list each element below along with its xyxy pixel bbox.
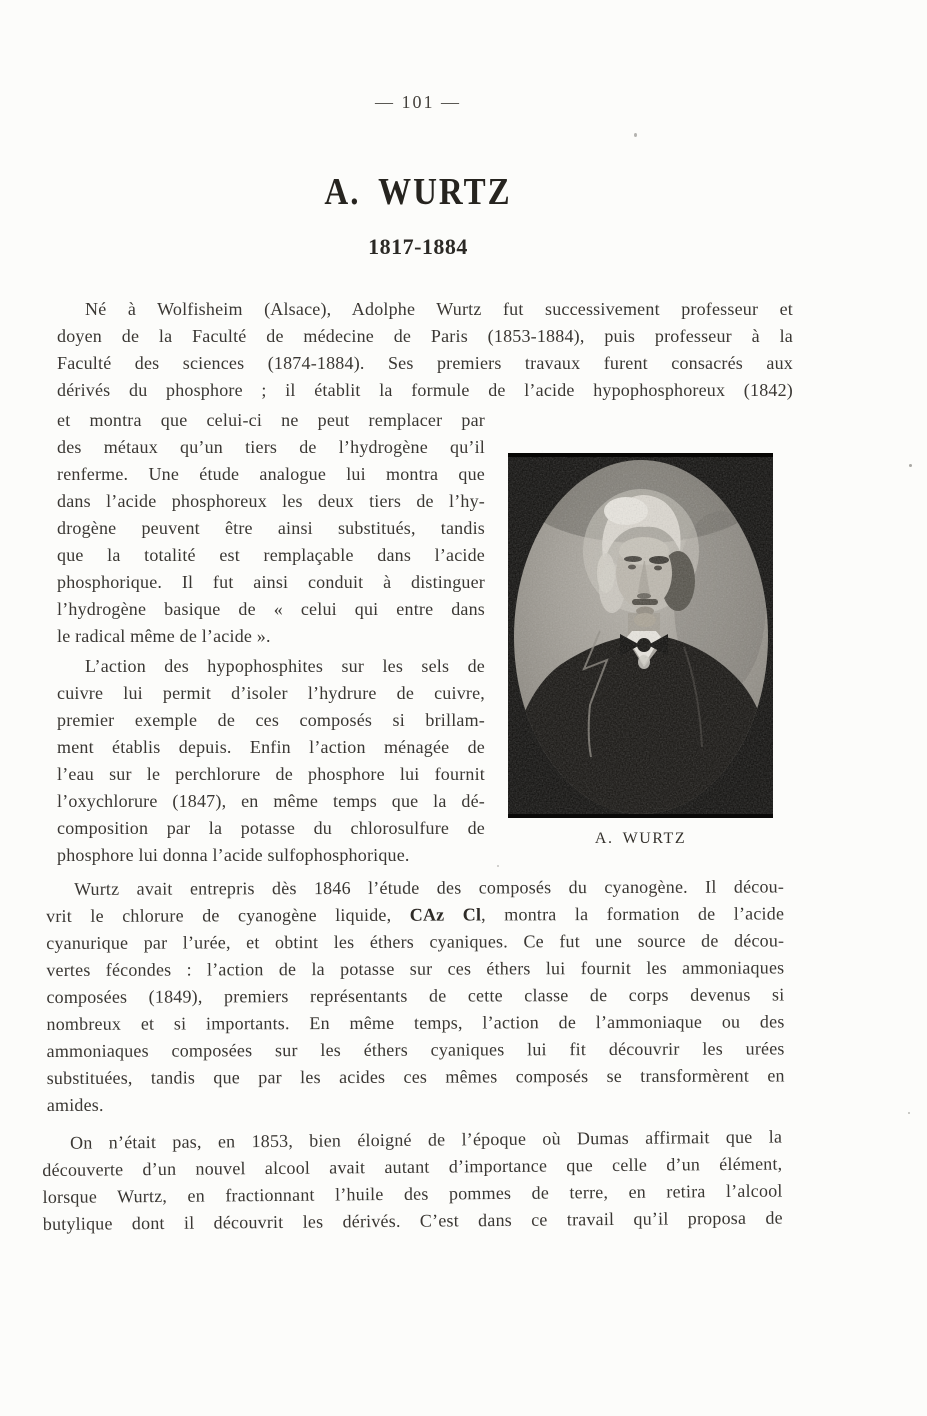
text-line: vrit le chlorure de cyanogène liquide, CAz Cl, montra la formation de l’acide: [46, 903, 785, 926]
text-line: l’eau sur le perchlorure de phosphore lui fournit: [57, 764, 485, 784]
text-line: des métaux qu’un tiers de l’hydrogène qu’il: [57, 437, 485, 457]
text-line: composées (1849), premiers représentants de cette classe de corps devenus si: [46, 984, 785, 1007]
paragraph-cyanogene: [46, 873, 785, 1119]
photo-grain: [508, 453, 773, 818]
portrait-caption: A. WURTZ: [594, 830, 687, 847]
text-line: amides.: [46, 1094, 104, 1115]
text-line: drogène peuvent être ainsi substitués, tandis: [57, 518, 485, 538]
text-line: dérivés du phosphore ; il établit la formule de l’acide hypophosphoreux (1842): [57, 380, 793, 400]
text-column-left: [57, 407, 485, 869]
paragraph-dumas: [42, 1124, 783, 1238]
text-line: On n’était pas, en 1853, bien éloigné de l’époque où Dumas affirmait que la: [70, 1126, 783, 1153]
text-line: que la totalité est remplaçable dans l’acide: [57, 545, 485, 565]
text-line: le radical même de l’acide ».: [57, 626, 271, 646]
paragraph-intro: [57, 296, 793, 404]
paragraph-intro-continued: [57, 407, 485, 650]
page-number: — 101 —: [375, 92, 461, 112]
text-line: renferme. Une étude analogue lui montra que: [57, 464, 485, 484]
text-line: substituées, tandis que par les acides ces mêmes composés se transformèrent en: [46, 1065, 785, 1088]
portrait-photo: [508, 453, 773, 818]
scan-speck: [908, 1112, 910, 1114]
text-line: et montra que celui-ci ne peut remplacer par: [57, 410, 485, 430]
text-line: ment établis depuis. Enfin l’action ménagée de: [57, 737, 485, 757]
text-line: phosphore lui donna l’acide sulfophosphorique.: [57, 845, 410, 865]
portrait-figure: [508, 453, 773, 848]
scan-speck: [634, 133, 637, 137]
text-line: découverte d’un nouvel alcool avait autant d’importance que celle d’un élément,: [42, 1153, 783, 1180]
text-line: cuivre lui permit d’isoler l’hydrure de cuivre,: [57, 683, 485, 703]
text-line: premier exemple de ces composés si brillam-: [57, 710, 485, 730]
text-line: l’hydrogène basique de « celui qui entre dans: [57, 599, 485, 619]
text-line: dans l’acide phosphoreux les deux tiers de l’hy-: [57, 491, 485, 511]
text-line: lorsque Wurtz, en fractionnant l’huile des pommes de terre, en retira l’alcool: [42, 1180, 783, 1207]
text-line: Faculté des sciences (1874-1884). Ses premiers travaux furent consacrés aux: [57, 353, 793, 373]
text-line: l’oxychlorure (1847), en même temps que la dé-: [57, 791, 485, 811]
photo-top-edge: [508, 453, 773, 457]
scan-speck: [497, 865, 499, 867]
text-line: phosphorique. Il fut ainsi conduit à distinguer: [57, 572, 485, 592]
text-line: vertes fécondes : l’action de la potasse sur ces éthers lui fournit les ammoniaques: [46, 957, 785, 980]
paragraph-hypophosphites: [57, 653, 485, 869]
text-line: Wurtz avait entrepris dès 1846 l’étude des composés du cyanogène. Il décou-: [74, 876, 785, 899]
text-line: composition par la potasse du chlorosulfure de: [57, 818, 485, 838]
text-line: doyen de la Faculté de médecine de Paris (1853-1884), puis professeur à la: [57, 326, 793, 346]
text-line: L’action des hypophosphites sur les sels de: [85, 656, 485, 676]
text-line: Né à Wolfisheim (Alsace), Adolphe Wurtz fut successivement professeur et: [85, 299, 793, 319]
scan-speck: [909, 464, 912, 467]
page-title: A. WURTZ: [324, 172, 512, 214]
photo-bottom-edge: [508, 814, 773, 818]
text-line: nombreux et si importants. En même temps, l’action de l’ammoniaque ou des: [46, 1011, 785, 1034]
text-line: butylique dont il découvrit les dérivés. C’est dans ce travail qu’il proposa de: [42, 1207, 783, 1234]
text-line: ammoniaques composées sur les éthers cyaniques lui fit découvrir les urées: [46, 1038, 785, 1061]
text-line: cyanurique par l’urée, et obtint les éthers cyaniques. Ce fut une source de décou-: [46, 930, 785, 953]
life-dates: 1817-1884: [368, 234, 468, 259]
